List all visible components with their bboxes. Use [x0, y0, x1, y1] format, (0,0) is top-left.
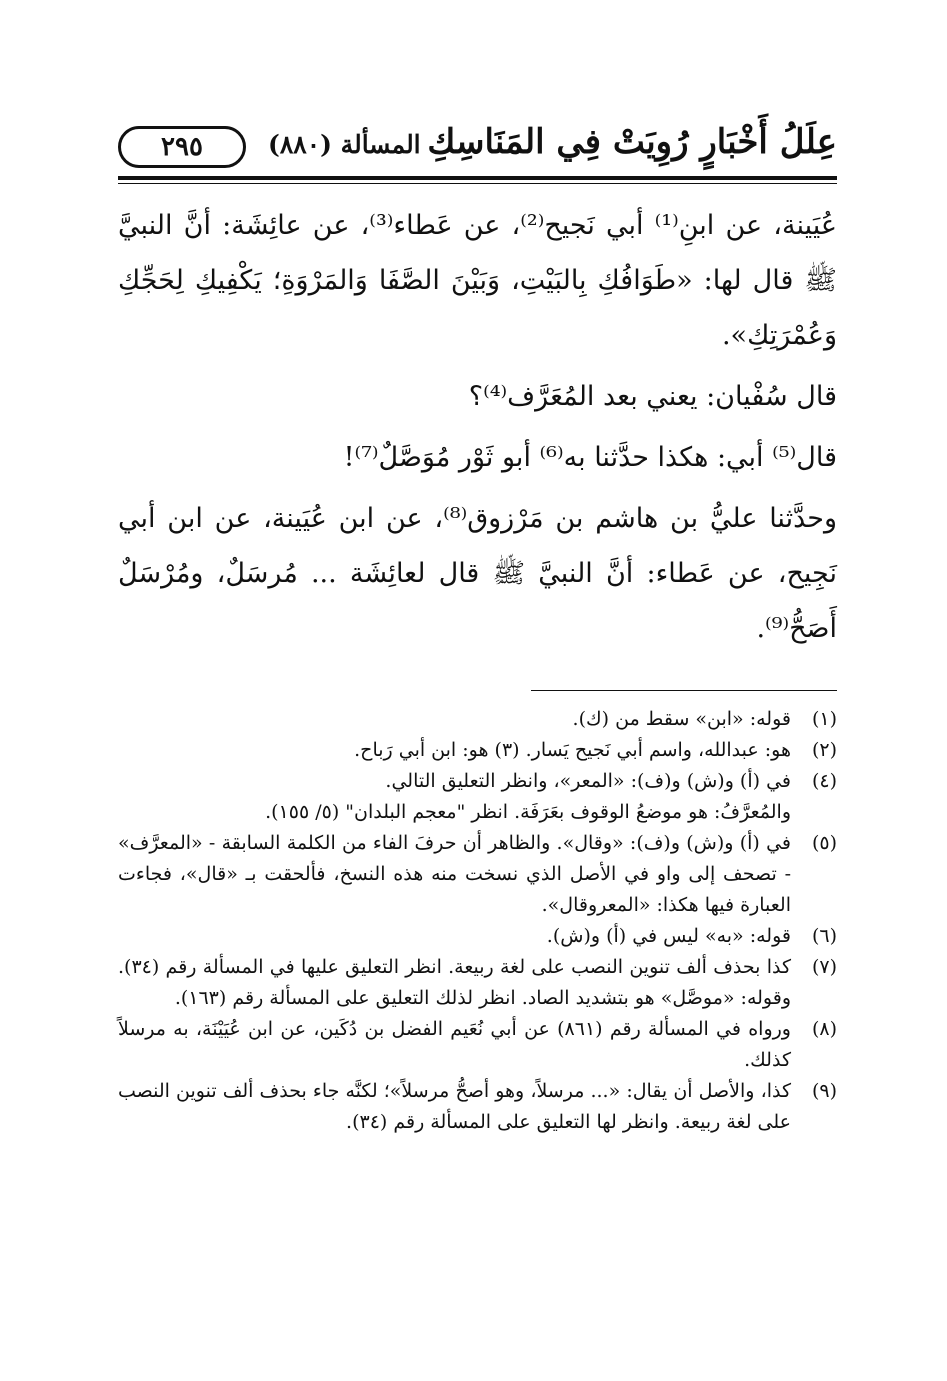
footnote-number: (٧) [811, 956, 837, 978]
footnote-1 [118, 704, 837, 735]
footnote-text: هو: عبدالله، واسم أبي نَجيح يَسار. (٣) هو: ابن أبي رَباح. [354, 739, 791, 761]
footnote-number: (٩) [811, 1080, 837, 1102]
paragraph-3: قال⁽⁵⁾ أبي: هكذا حدَّثنا به⁽⁶⁾ أبو ثَوْر مُوَصَّلٌ⁽⁷⁾! [343, 442, 837, 473]
footnote-9 [118, 1076, 837, 1138]
paragraph-1: عُيَينة، عن ابنِ⁽¹⁾ أبي نَجيح⁽²⁾، عن عَطاء⁽³⁾، عن عائِشَة: أنَّ النبيَّ ﷺ قال لها: «طَوَافُكِ بِالبَيْتِ، وَبَيْنَ الصَّفَا وَالمَرْوَةِ؛ يَكْفِيكِ لِحَجِّكِ وَعُمْرَتِكِ». [118, 210, 837, 351]
footnote-number: (٢) [811, 739, 837, 761]
page-number-badge: ٢٩٥ [118, 126, 246, 168]
footnote-4-continued [118, 797, 837, 828]
footnote-text: في (أ) و(ش) و(ف): «وقال». والظاهر أن حرفَ الفاء من الكلمة السابقة - «المعرَّف» - تصحف إلى واو في الأصل الذي نسخت منه هذه النسخ، فألحقت بـ «قال»، فجاءت العبارة فيها هكذا: «المعروقال». [118, 832, 791, 916]
book-title: عِلَلُ أَخْبَارٍ رُوِيَتْ فِي المَنَاسِكِ [427, 122, 837, 162]
footnote-text: كذا، والأصل أن يقال: «... مرسلاً، وهو أصحُّ مرسلاً»؛ لكنَّه جاء بحذف ألف تنوين النصب على لغة ربيعة. وانظر لها التعليق على المسألة رقم (٣٤). [118, 1080, 791, 1133]
footnote-separator [531, 690, 837, 691]
footnote-6 [118, 921, 837, 952]
paragraph-2: قال سُفْيان: يعني بعد المُعَرَّف⁽⁴⁾؟ [468, 381, 837, 412]
footnote-number: (١) [811, 708, 837, 730]
footnote-number: (٦) [811, 925, 837, 947]
footnote-text: كذا بحذف ألف تنوين النصب على لغة ربيعة. انظر التعليق عليها في المسألة رقم (٣٤). وقوله: «موصَّل» هو بتشديد الصاد. انظر لذلك التعليق على المسألة رقم (١٦٣). [118, 956, 792, 1009]
footnote-7 [118, 952, 837, 1014]
footnote-text: والمُعرَّفُ: هو موضعُ الوقوف بعَرَفَة. انظر "معجم البلدان" (٥/ ١٥٥). [265, 801, 791, 823]
footnote-text: قوله: «به» ليس في (أ) و(ش). [546, 925, 791, 947]
footnote-number: (٤) [811, 770, 837, 792]
footnote-2 [118, 735, 837, 766]
footnotes [118, 704, 837, 1138]
footnote-text: في (أ) و(ش) و(ف): «المعر»، وانظر التعليق التالي. [385, 770, 791, 792]
footnote-text: قوله: «ابن» سقط من (ك). [572, 708, 791, 730]
issue-label: المسألة (٨٨٠) [268, 130, 421, 159]
page-header [118, 118, 837, 178]
footnote-5 [118, 828, 837, 921]
footnote-8 [118, 1014, 837, 1076]
footnote-number: (٥) [811, 832, 837, 854]
footnote-4 [118, 766, 837, 797]
header-rule-thin [118, 183, 837, 184]
header-rule-thick [118, 176, 837, 180]
main-text [118, 198, 837, 656]
paragraph-4: وحدَّثنا عليُّ بن هاشم بن مَرْزوق⁽⁸⁾، عن ابن عُيَينة، عن ابن أبي نَجِيح، عن عَطاء: أنَّ النبيَّ ﷺ قال لعائِشَة ... مُرسَلٌ، ومُرْسَلٌ أَصَحُّ⁽⁹⁾. [118, 503, 837, 644]
footnote-number: (٨) [811, 1018, 837, 1040]
footnote-text: ورواه في المسألة رقم (٨٦١) عن أبي نُعَيم الفضل بن دُكَين، عن ابن عُيَيْنَة، به مرسلاً كذلك. [118, 1018, 791, 1071]
